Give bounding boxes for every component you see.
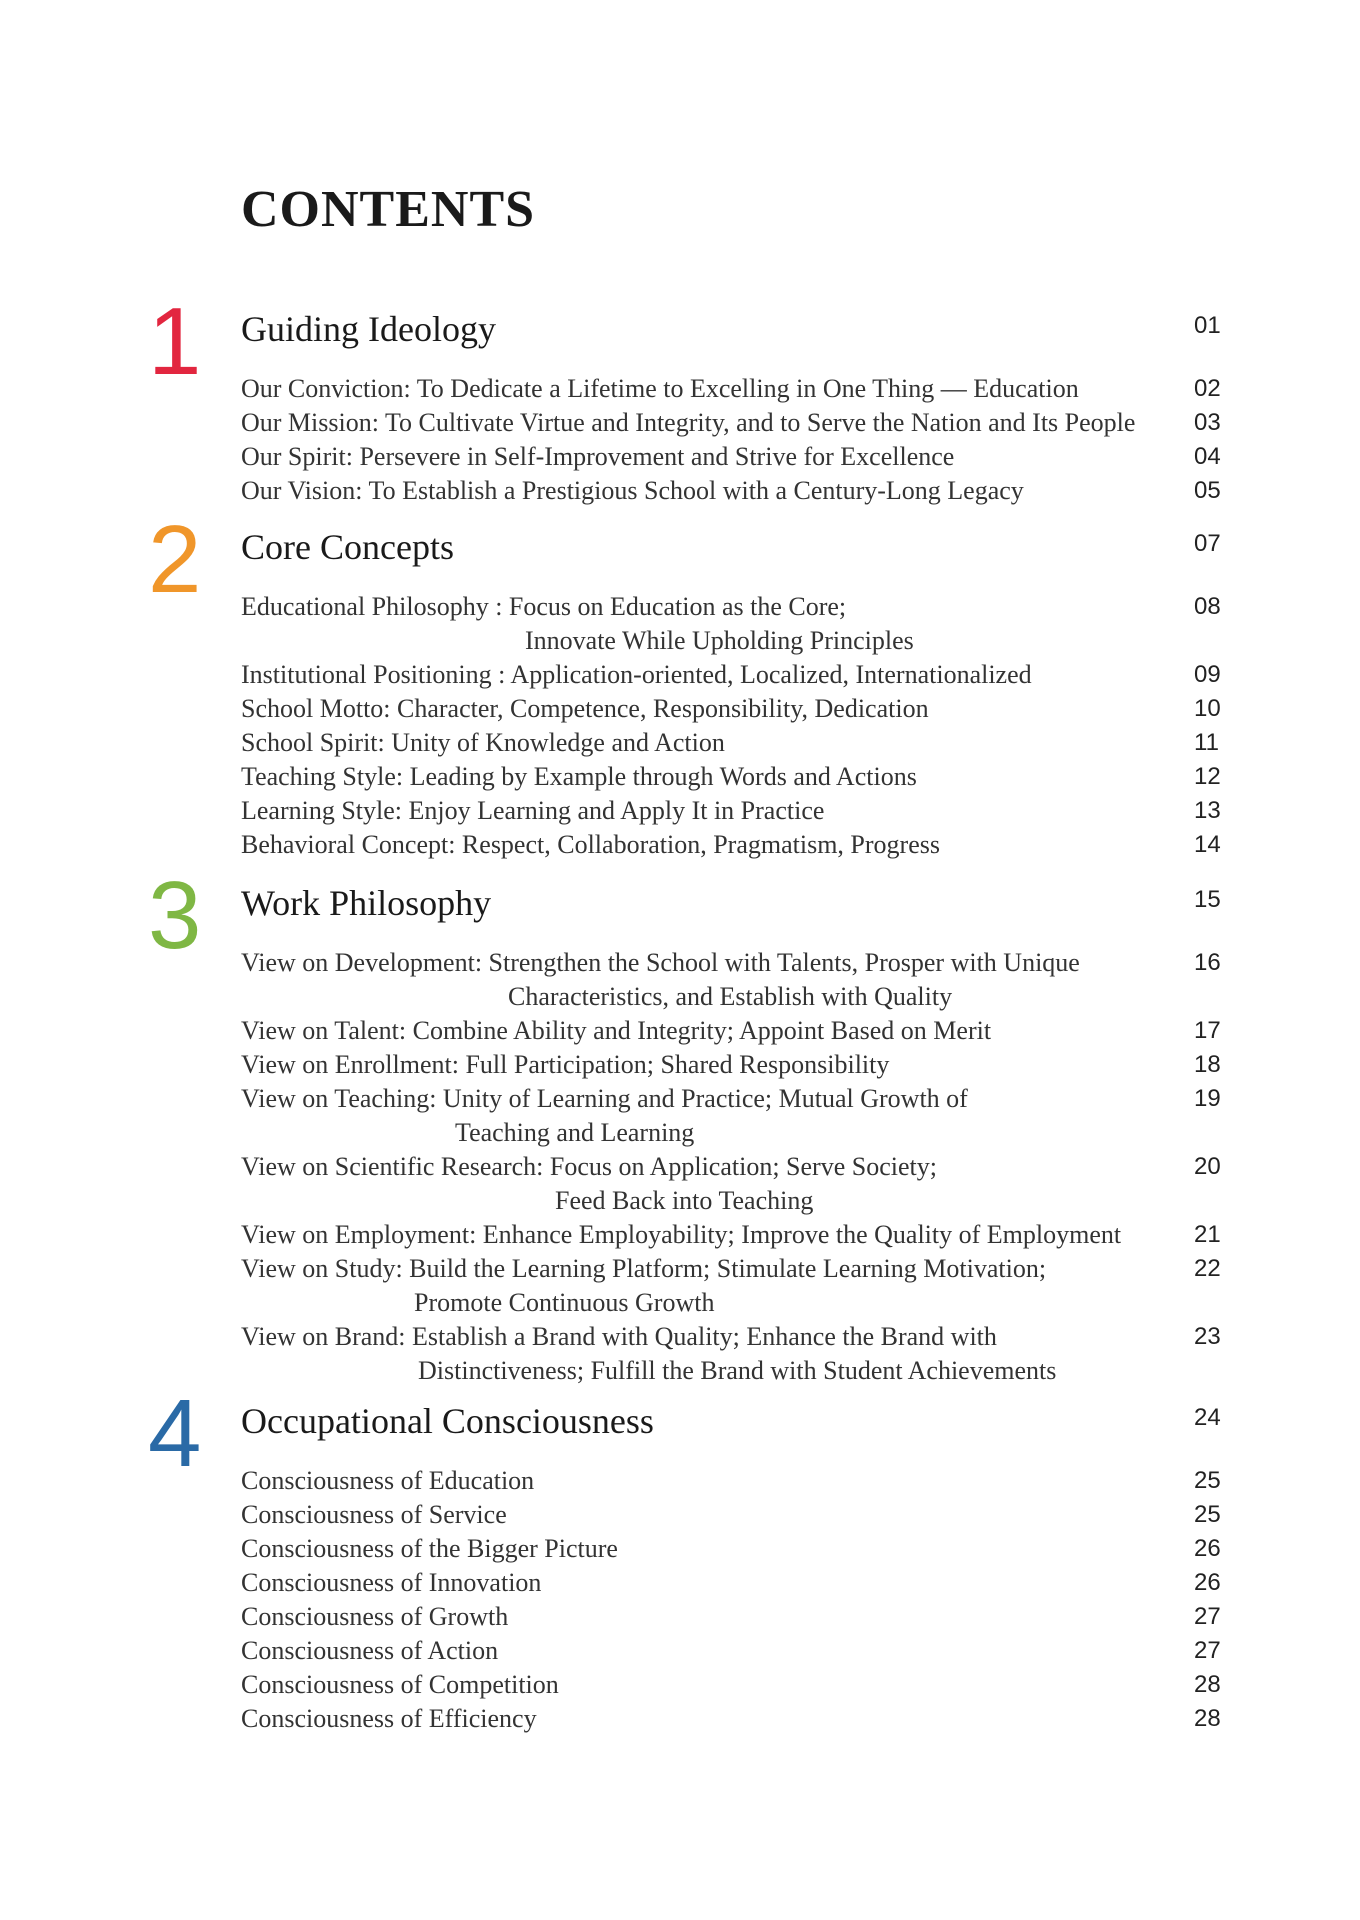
list-item (0, 1048, 1360, 1082)
entry-text: Our Spirit: Persevere in Self-Improvement and Strive for Excellence (241, 442, 955, 471)
list-item (0, 1218, 1360, 1252)
section-number: 4 (148, 1380, 202, 1487)
entry-page-number: 21 (1194, 1221, 1221, 1248)
list-item (0, 1150, 1360, 1218)
list-item (0, 1014, 1360, 1048)
list-item (0, 760, 1360, 794)
entry-text: Consciousness of Efficiency (241, 1704, 537, 1733)
list-item (0, 692, 1360, 726)
entry-text: Consciousness of Competition (241, 1670, 559, 1699)
entry-page-number: 02 (1194, 375, 1221, 402)
section-title: Guiding Ideology (241, 309, 496, 349)
entry-text: Behavioral Concept: Respect, Collaboration, Pragmatism, Progress (241, 830, 940, 859)
entry-text: Consciousness of Action (241, 1636, 499, 1665)
list-item (0, 474, 1360, 508)
entry-page-number: 17 (1194, 1017, 1221, 1044)
list-item (0, 726, 1360, 760)
entry-text: School Spirit: Unity of Knowledge and Action (241, 728, 725, 757)
page-title: CONTENTS (241, 181, 536, 238)
entry-page-number: 20 (1194, 1153, 1221, 1180)
entry-text-continuation: Distinctiveness; Fulfill the Brand with Student Achievements (418, 1356, 1057, 1385)
list-item (0, 1634, 1360, 1668)
list-item (0, 1566, 1360, 1600)
entry-page-number: 23 (1194, 1323, 1221, 1350)
entry-text: School Motto: Character, Competence, Responsibility, Dedication (241, 694, 929, 723)
entry-text: Educational Philosophy : Focus on Education as the Core; (241, 592, 847, 621)
section-number: 1 (148, 288, 202, 395)
section-title: Occupational Consciousness (241, 1401, 654, 1441)
entry-text: Consciousness of the Bigger Picture (241, 1534, 618, 1563)
list-item (0, 1464, 1360, 1498)
list-item (0, 1498, 1360, 1532)
entry-page-number: 26 (1194, 1535, 1221, 1562)
entry-page-number: 05 (1194, 477, 1221, 504)
section-page-number: 24 (1194, 1404, 1221, 1431)
entry-text: Consciousness of Education (241, 1466, 535, 1495)
entry-page-number: 19 (1194, 1085, 1221, 1112)
entry-text: Our Vision: To Establish a Prestigious School with a Century-Long Legacy (241, 476, 1024, 505)
list-item (0, 372, 1360, 406)
entry-page-number: 03 (1194, 409, 1221, 436)
entry-text: Consciousness of Growth (241, 1602, 509, 1631)
entry-list (0, 590, 1360, 862)
entry-text: Consciousness of Innovation (241, 1568, 542, 1597)
entry-page-number: 27 (1194, 1603, 1221, 1630)
entry-page-number: 12 (1194, 763, 1221, 790)
section-page-number: 01 (1194, 312, 1221, 339)
entry-page-number: 08 (1194, 593, 1221, 620)
entry-page-number: 22 (1194, 1255, 1221, 1282)
entry-text: View on Enrollment: Full Participation; Shared Responsibility (241, 1050, 890, 1079)
entry-page-number: 10 (1194, 695, 1221, 722)
entry-text: View on Teaching: Unity of Learning and Practice; Mutual Growth of (241, 1084, 968, 1113)
entry-list (0, 1464, 1360, 1736)
section-title: Core Concepts (241, 527, 454, 567)
list-item (0, 406, 1360, 440)
entry-list (0, 946, 1360, 1388)
entry-text-continuation: Promote Continuous Growth (414, 1288, 715, 1317)
entry-page-number: 18 (1194, 1051, 1221, 1078)
entry-text: Our Mission: To Cultivate Virtue and Integrity, and to Serve the Nation and Its People (241, 408, 1136, 437)
list-item (0, 440, 1360, 474)
entry-text: Learning Style: Enjoy Learning and Apply It in Practice (241, 796, 825, 825)
list-item (0, 1600, 1360, 1634)
entry-text: View on Talent: Combine Ability and Integrity; Appoint Based on Merit (241, 1016, 992, 1045)
list-item (0, 946, 1360, 1014)
list-item (0, 590, 1360, 658)
entry-page-number: 14 (1194, 831, 1221, 858)
entry-text: Teaching Style: Leading by Example through Words and Actions (241, 762, 917, 791)
list-item (0, 794, 1360, 828)
list-item (0, 1532, 1360, 1566)
list-item (0, 1702, 1360, 1736)
section-number: 2 (148, 506, 202, 613)
entry-text: Institutional Positioning : Application-oriented, Localized, Internationalized (241, 660, 1032, 689)
entry-text: View on Brand: Establish a Brand with Quality; Enhance the Brand with (241, 1322, 997, 1351)
entry-text: Our Conviction: To Dedicate a Lifetime to Excelling in One Thing — Education (241, 374, 1079, 403)
entry-text-continuation: Characteristics, and Establish with Quality (508, 982, 953, 1011)
entry-text: View on Development: Strengthen the School with Talents, Prosper with Unique (241, 948, 1080, 977)
entry-page-number: 16 (1194, 949, 1221, 976)
entry-text: View on Scientific Research: Focus on Application; Serve Society; (241, 1152, 937, 1181)
entry-page-number: 28 (1194, 1671, 1221, 1698)
entry-page-number: 04 (1194, 443, 1221, 470)
list-item (0, 1320, 1360, 1388)
entry-page-number: 26 (1194, 1569, 1221, 1596)
entry-page-number: 13 (1194, 797, 1221, 824)
list-item (0, 828, 1360, 862)
entry-page-number: 25 (1194, 1501, 1221, 1528)
entry-page-number: 09 (1194, 661, 1221, 688)
list-item (0, 1668, 1360, 1702)
section-title: Work Philosophy (241, 883, 492, 923)
entry-text: View on Employment: Enhance Employability; Improve the Quality of Employment (241, 1220, 1122, 1249)
list-item (0, 1082, 1360, 1150)
entry-text-continuation: Teaching and Learning (455, 1118, 695, 1147)
list-item (0, 1252, 1360, 1320)
entry-page-number: 27 (1194, 1637, 1221, 1664)
entry-page-number: 25 (1194, 1467, 1221, 1494)
section-page-number: 15 (1194, 886, 1221, 913)
section-number: 3 (148, 862, 202, 969)
entry-text-continuation: Innovate While Upholding Principles (525, 626, 914, 655)
list-item (0, 658, 1360, 692)
entry-text: Consciousness of Service (241, 1500, 507, 1529)
section-page-number: 07 (1194, 530, 1221, 557)
entry-page-number: 11 (1194, 729, 1219, 756)
entry-list (0, 372, 1360, 508)
entry-text: View on Study: Build the Learning Platform; Stimulate Learning Motivation; (241, 1254, 1047, 1283)
entry-page-number: 28 (1194, 1705, 1221, 1732)
entry-text-continuation: Feed Back into Teaching (555, 1186, 814, 1215)
